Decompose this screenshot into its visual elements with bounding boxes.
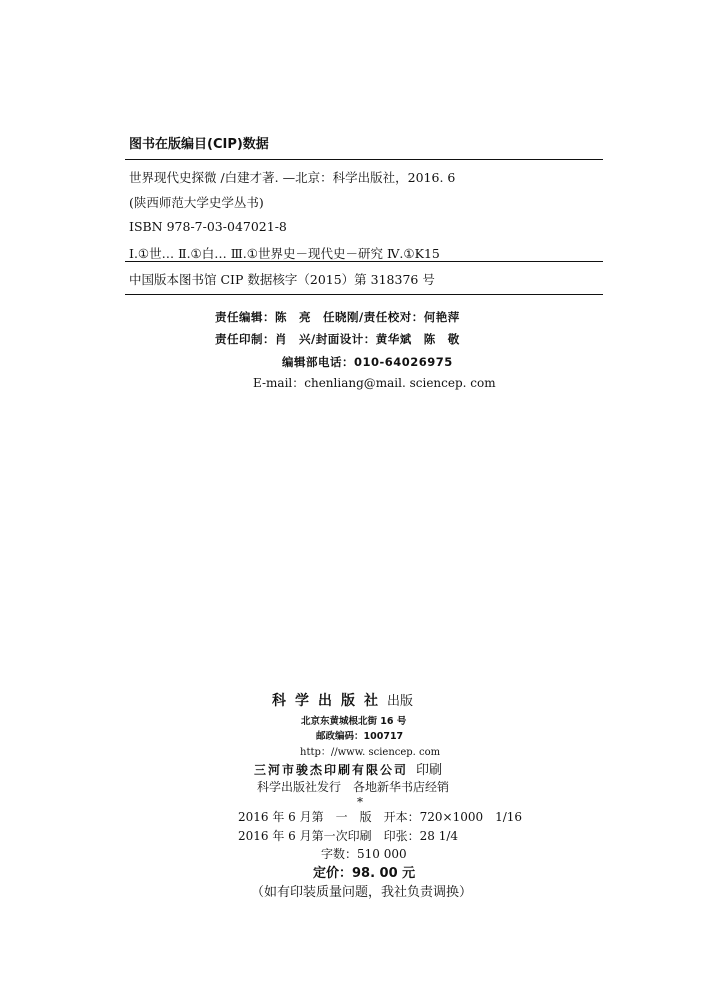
printer-suffix: 印刷 <box>416 763 443 778</box>
separator-star: * <box>357 795 363 809</box>
editorial-phone: 编辑部电话：010-64026975 <box>282 355 453 369</box>
cip-series-line: (陕西师范大学史学丛书) <box>129 195 264 210</box>
price: 定价：98. 00 元 <box>313 866 416 881</box>
cip-title: 图书在版编目(CIP)数据 <box>129 137 269 152</box>
impression-line: 2016 年 6 月第一次印刷 印张：28 1/4 <box>238 829 459 843</box>
quality-notice: （如有印装质量问题，我社负责调换） <box>251 885 473 900</box>
publisher-address: 北京东黄城根北街 16 号 <box>301 716 407 727</box>
printer-name: 三河市骏杰印刷有限公司 <box>254 763 409 777</box>
printer-line <box>254 759 442 778</box>
publisher-website: http：//www. sciencep. com <box>300 747 441 758</box>
cip-top-rule <box>125 159 603 160</box>
cip-isbn-line: ISBN 978-7-03-047021-8 <box>129 219 287 234</box>
editorial-email: E-mail：chenliang@mail. sciencep. com <box>253 376 496 390</box>
cip-title-line: 世界现代史探微 /白建才著. —北京：科学出版社，2016. 6 <box>129 170 456 185</box>
cip-middle-rule <box>125 261 603 262</box>
edition-line: 2016 年 6 月第 一 版 开本：720×1000 1/16 <box>238 810 523 824</box>
publisher-postcode: 邮政编码：100717 <box>316 731 404 742</box>
cip-number-line: 中国版本图书馆 CIP 数据核字（2015）第 318376 号 <box>129 272 435 287</box>
publisher-logo-text: 科学出版社 <box>272 693 387 709</box>
word-count: 字数：510 000 <box>321 847 407 861</box>
cip-block <box>125 136 603 295</box>
cip-subject-line: Ⅰ.①世… Ⅱ.①白… Ⅲ.①世界史－现代史－研究 Ⅳ.①K15 <box>129 246 440 261</box>
publisher-suffix: 出版 <box>387 694 414 709</box>
editors-line: 责任编辑：陈 亮 任晓刚/责任校对：何艳萍 <box>215 310 460 324</box>
cip-bottom-rule <box>125 294 603 295</box>
distribution-line: 科学出版社发行 各地新华书店经销 <box>257 780 450 794</box>
printing-design-line: 责任印制：肖 兴/封面设计：黄华斌 陈 敬 <box>215 332 460 346</box>
publisher-line <box>272 690 413 710</box>
